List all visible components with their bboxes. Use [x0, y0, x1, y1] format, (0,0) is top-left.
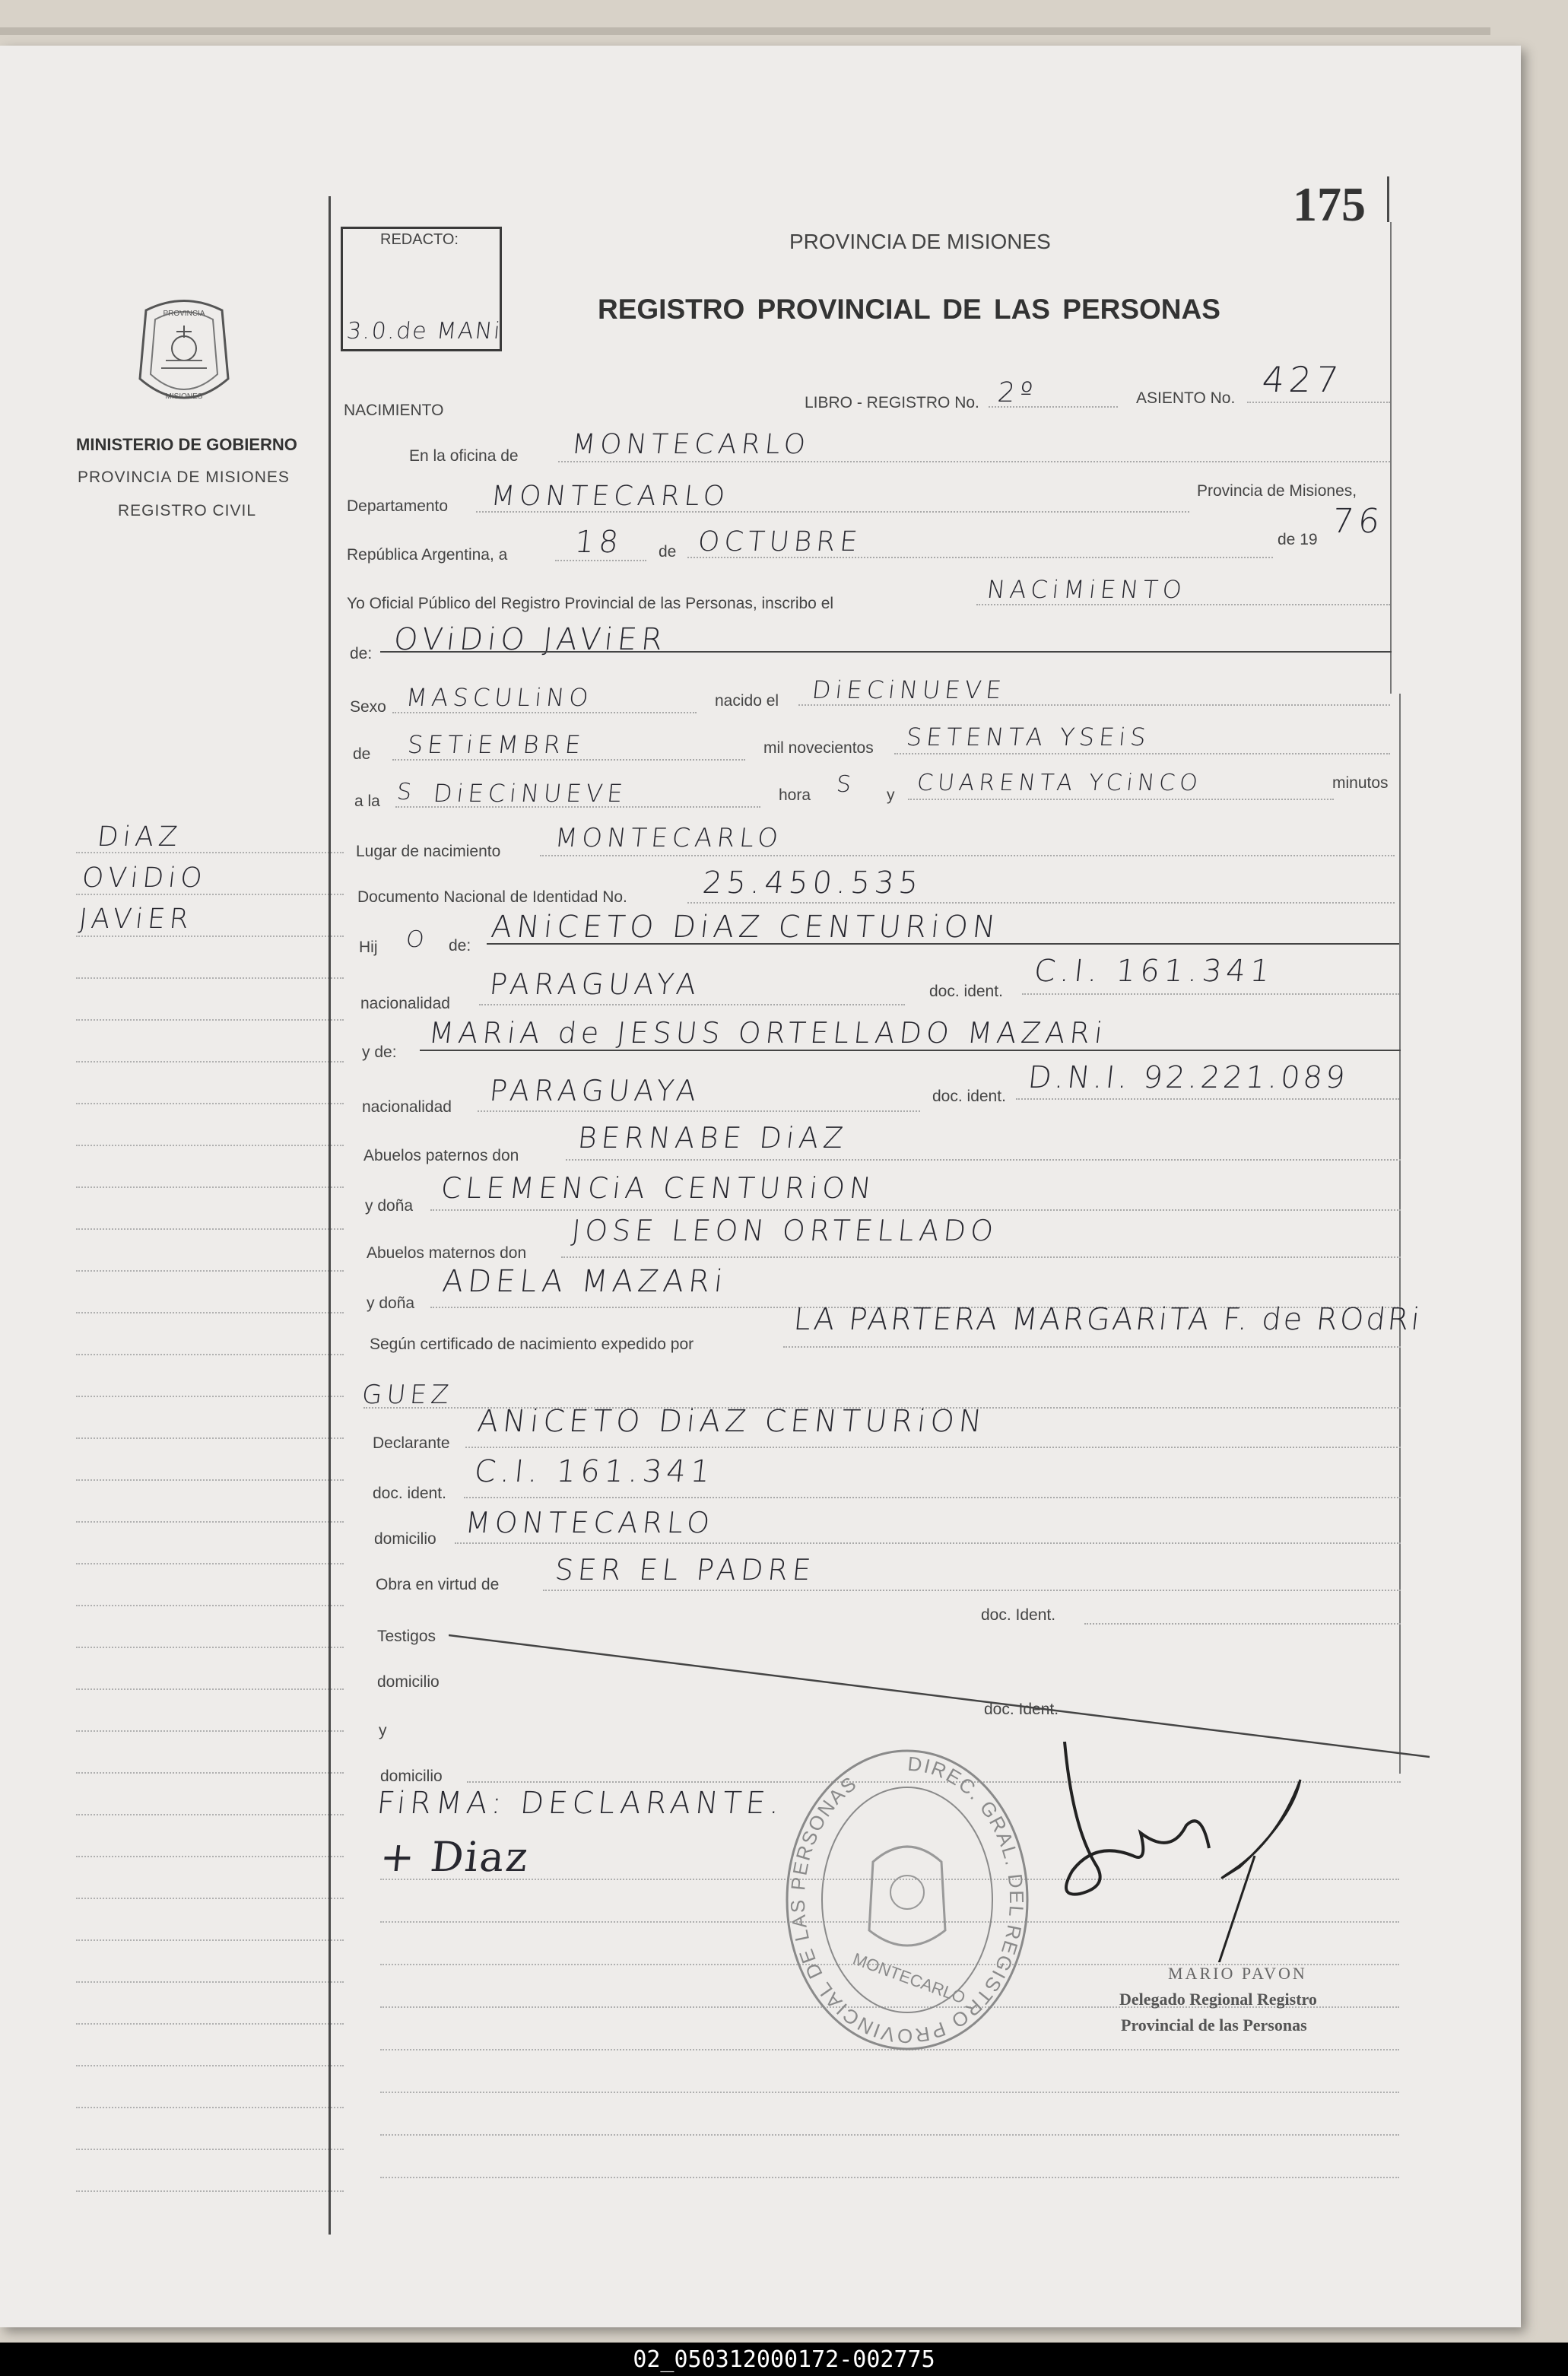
label-doc-ident-madre: doc. ident. — [932, 1088, 1006, 1105]
margin-rule — [76, 1354, 344, 1355]
label-y-testigo: y — [379, 1722, 387, 1739]
label-abuelos-maternos: Abuelos maternos don — [367, 1244, 527, 1262]
label-doc-ident-testigo-2: doc. Ident. — [984, 1701, 1059, 1718]
left-frame-line — [329, 196, 331, 2235]
value-hijo-o: O — [405, 926, 430, 953]
label-abuelos-paternos: Abuelos paternos don — [363, 1147, 519, 1164]
ministry-province: PROVINCIA DE MISIONES — [78, 469, 290, 486]
label-departamento: Departamento — [347, 497, 449, 515]
value-abuela-paterna: CLEMENCiA CENTURiON — [439, 1171, 878, 1205]
right-frame-line-lower — [1399, 694, 1401, 1774]
margin-second-name: JAViER — [77, 904, 195, 935]
stamp-city: MONTECARLO — [850, 1949, 968, 2008]
value-nacido-mes: SETiEMBRE — [406, 730, 587, 759]
ministry-seal-icon — [131, 295, 237, 417]
label-y-dona-paterna: y doña — [365, 1197, 414, 1215]
margin-rule — [76, 1396, 344, 1397]
value-declarante-doc: C.I. 161.341 — [472, 1454, 716, 1489]
margin-rule — [76, 1270, 344, 1272]
form-rule — [380, 2177, 1399, 2178]
margin-rule — [76, 1437, 344, 1439]
value-padre-doc: C.I. 161.341 — [1032, 954, 1276, 989]
margin-first-name: OViDiO — [80, 862, 208, 894]
value-abuelo-materno: JOSE LEON ORTELLADO — [570, 1214, 1000, 1247]
margin-rule — [76, 1856, 344, 1857]
value-nacido-dia: DiECiNUEVE — [811, 675, 1008, 704]
label-hij: Hij — [359, 939, 378, 956]
value-firma: FiRMA: DECLARANTE. — [375, 1786, 786, 1821]
margin-rule — [76, 852, 344, 853]
header-province: PROVINCIA DE MISIONES — [789, 230, 1051, 253]
margin-rule — [76, 1563, 344, 1564]
label-oficina: En la oficina de — [409, 447, 519, 465]
value-nombre: OViDiO JAViER — [392, 622, 669, 657]
label-documento: Documento Nacional de Identidad No. — [357, 888, 627, 906]
margin-rule — [76, 1479, 344, 1481]
label-provincia: Provincia de Misiones, — [1197, 482, 1357, 500]
label-de-nacido-mes: de — [353, 745, 371, 763]
margin-rule — [76, 2107, 344, 2108]
value-padre-nacionalidad: PARAGUAYA — [487, 967, 703, 1001]
value-libro: 2º — [995, 377, 1040, 408]
label-testigos: Testigos — [377, 1628, 436, 1645]
ministry-registro: REGISTRO CIVIL — [118, 502, 257, 519]
label-doc-ident-padre: doc. ident. — [929, 983, 1003, 1000]
label-de-nombre: de: — [350, 645, 373, 662]
label-libro: LIBRO - REGISTRO No. — [805, 394, 979, 411]
margin-rule — [76, 977, 344, 979]
margin-surname: DiAZ — [95, 821, 184, 853]
value-departamento: MONTECARLO — [489, 481, 732, 512]
label-minutos: minutos — [1332, 774, 1389, 792]
redacto-label: REDACTO: — [380, 231, 459, 248]
value-abuelo-paterno: BERNABE DiAZ — [576, 1121, 849, 1155]
value-anio: 76 — [1330, 502, 1386, 541]
label-de-mes: de — [659, 543, 677, 561]
stamp-ring-text: DIREC. GRAL. DEL REGISTRO PROVINCIAL DE LAS PERSONAS — [786, 1752, 1029, 2048]
value-hora-texto: DiECiNUEVE — [432, 779, 629, 808]
value-mes: OCTUBRE — [696, 526, 864, 557]
page-edge — [0, 27, 1490, 35]
value-nacido-anio: SETENTA YSEiS — [905, 723, 1152, 751]
value-declarante: ANiCETO DiAZ CENTURiON — [475, 1404, 989, 1439]
margin-rule — [76, 1312, 344, 1313]
margin-rule — [76, 1898, 344, 1899]
value-madre-doc: D.N.I. 92.221.089 — [1026, 1060, 1350, 1095]
label-y-dona-materna: y doña — [367, 1294, 415, 1312]
label-doc-ident-declarante: doc. ident. — [373, 1485, 446, 1502]
margin-rule — [76, 2149, 344, 2150]
label-nacimiento: NACIMIENTO — [344, 402, 444, 419]
declarante-signature: + Diaz — [377, 1833, 532, 1881]
margin-rule — [76, 1981, 344, 1983]
value-padre: ANiCETO DiAZ CENTURiON — [489, 910, 1002, 945]
label-de-padre: de: — [449, 937, 471, 955]
value-hora-s: S — [835, 771, 857, 798]
value-abuela-materna: ADELA MAZARi — [440, 1264, 729, 1299]
scan-footer-id: 02_050312000172-002775 — [0, 2343, 1568, 2376]
header-registry: REGISTRO PROVINCIAL DE LAS PERSONAS — [598, 294, 1220, 325]
value-madre-nacionalidad: PARAGUAYA — [487, 1074, 703, 1107]
value-inscribo: NACiMiENTO — [986, 575, 1188, 604]
label-a-la: a la — [354, 793, 380, 810]
value-dia: 18 — [573, 525, 625, 560]
margin-rule — [76, 1228, 344, 1230]
label-republica: República Argentina, a — [347, 546, 508, 564]
value-certificado-2: GUEZ — [360, 1380, 455, 1410]
registry-stamp-icon — [782, 1748, 1033, 2067]
margin-rule — [76, 1019, 344, 1021]
form-rule — [380, 2134, 1399, 2136]
official-signature — [1049, 1734, 1323, 1962]
margin-rule — [76, 2065, 344, 2066]
right-frame-line — [1390, 222, 1392, 694]
label-doc-ident-testigo-1: doc. Ident. — [981, 1606, 1056, 1624]
label-domicilio-declarante: domicilio — [374, 1530, 436, 1548]
label-domicilio-testigo-1: domicilio — [377, 1673, 440, 1691]
label-sexo: Sexo — [350, 698, 386, 716]
ministry-title: MINISTERIO DE GOBIERNO — [76, 435, 297, 454]
value-dni: 25.450.535 — [700, 866, 925, 901]
margin-rule — [76, 1647, 344, 1648]
margin-rule — [76, 1186, 344, 1188]
margin-rule — [76, 1145, 344, 1146]
value-certificado-1: LA PARTERA MARGARiTA F. de ROdRi — [792, 1302, 1424, 1337]
value-madre: MARiA de JESUS ORTELLADO MAZARi — [427, 1016, 1109, 1050]
page-number: 175 — [1293, 177, 1366, 231]
margin-rule — [76, 1939, 344, 1941]
value-asiento: 427 — [1260, 359, 1345, 400]
label-nacionalidad-padre: nacionalidad — [360, 995, 450, 1012]
value-obra: SER EL PADRE — [553, 1553, 817, 1587]
margin-rule — [76, 894, 344, 895]
official-title-1: Delegado Regional Registro — [1119, 1990, 1317, 2009]
margin-rule — [76, 1103, 344, 1104]
redacto-value: 3.0.de MANi — [345, 318, 503, 345]
value-domicilio: MONTECARLO — [463, 1506, 716, 1539]
label-nacido-el: nacido el — [715, 692, 779, 710]
value-sexo: MASCULiNO — [405, 683, 595, 712]
official-title-2: Provincial de las Personas — [1121, 2015, 1307, 2035]
seal-top-text: PROVINCIA — [163, 310, 205, 318]
label-y-de-madre: y de: — [362, 1043, 397, 1061]
margin-rule — [76, 1521, 344, 1523]
margin-rule — [76, 935, 344, 937]
margin-rule — [76, 1772, 344, 1774]
margin-rule — [76, 1814, 344, 1815]
margin-rule — [76, 1061, 344, 1063]
label-hora: hora — [779, 786, 811, 804]
margin-rule — [76, 1730, 344, 1732]
label-asiento: ASIENTO No. — [1136, 389, 1236, 407]
margin-rule — [76, 2023, 344, 2025]
label-y-minutos: y — [887, 786, 895, 804]
label-lugar: Lugar de nacimiento — [356, 843, 501, 860]
margin-rule — [76, 2190, 344, 2192]
seal-bottom-text: MISIONES — [165, 392, 203, 401]
value-a-las-suffix: S — [395, 779, 417, 805]
official-name: MARIO PAVON — [1168, 1964, 1307, 1983]
label-mil-novecientos: mil novecientos — [763, 739, 874, 757]
label-domicilio-testigo-2: domicilio — [380, 1768, 443, 1785]
label-nacionalidad-madre: nacionalidad — [362, 1098, 452, 1116]
label-segun-certificado: Según certificado de nacimiento expedido por — [370, 1336, 694, 1353]
label-declarante: Declarante — [373, 1434, 450, 1452]
label-yo-oficial: Yo Oficial Público del Registro Provincial de las Personas, inscribo el — [347, 595, 834, 612]
value-lugar: MONTECARLO — [553, 823, 785, 853]
value-oficina: MONTECARLO — [570, 429, 812, 460]
label-obra: Obra en virtud de — [376, 1576, 500, 1593]
label-de-19: de 19 — [1278, 531, 1318, 548]
value-minutos: CUARENTA YCiNCO — [916, 770, 1204, 796]
margin-rule — [76, 1688, 344, 1690]
page-number-rule — [1387, 176, 1389, 222]
form-rule — [380, 2092, 1399, 2093]
margin-rule — [76, 1605, 344, 1606]
